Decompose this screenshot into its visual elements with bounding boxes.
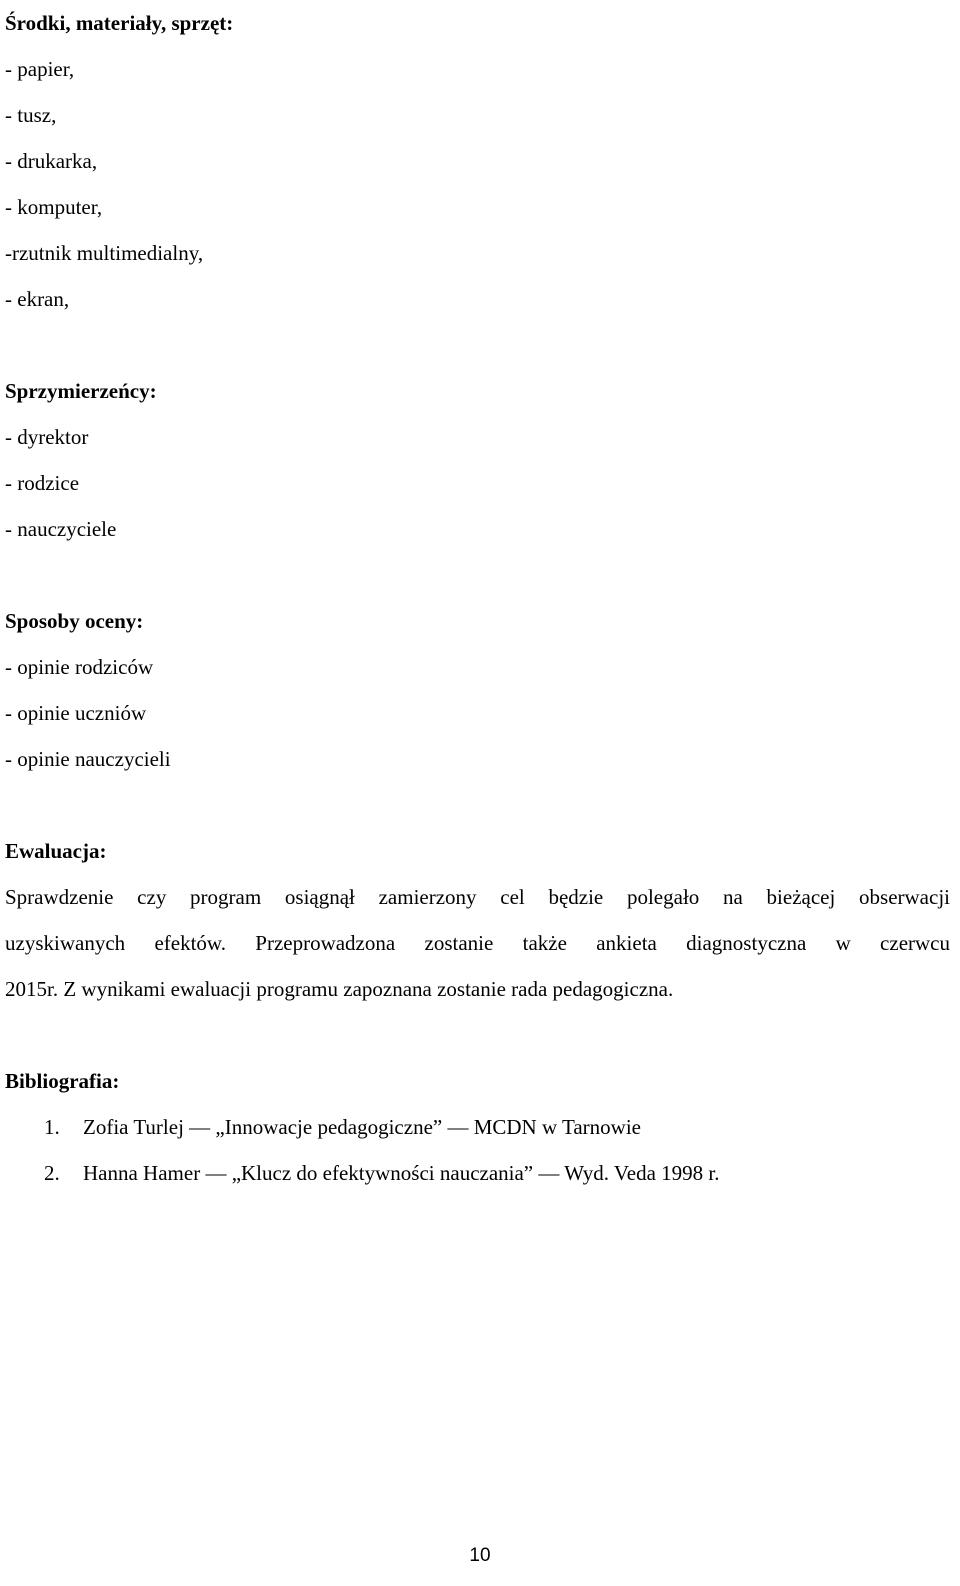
assessment-item: - opinie rodziców [5, 655, 154, 679]
bibliography-text: Hanna Hamer — „Klucz do efektywności nauczania” — Wyd. Veda 1998 r. [83, 1161, 720, 1185]
bibliography-entry [5, 1150, 955, 1196]
bibliography-number: 2. [44, 1161, 60, 1185]
resources-item: - papier, [5, 57, 75, 81]
section-spacer [5, 782, 955, 828]
assessment-item: - opinie nauczycieli [5, 747, 171, 771]
allies-item: - rodzice [5, 471, 80, 495]
evaluation-section [5, 828, 955, 1012]
evaluation-heading: Ewaluacja: [5, 839, 107, 863]
resources-item: - ekran, [5, 287, 70, 311]
section-spacer [5, 322, 955, 368]
allies-section [5, 368, 955, 552]
resources-section [5, 0, 955, 322]
bibliography-section [5, 1058, 955, 1196]
evaluation-text: uzyskiwanych efektów. Przeprowadzona zostanie także ankieta diagnostyczna w czerwcu [5, 931, 950, 955]
bibliography-number: 1. [44, 1115, 60, 1139]
assessment-section [5, 598, 955, 782]
assessment-item: - opinie uczniów [5, 701, 147, 725]
evaluation-paragraph-line: 2015r. Z wynikami ewaluacji programu zapoznana zostanie rada pedagogiczna. [5, 977, 674, 1001]
evaluation-paragraph-line [5, 920, 955, 966]
resources-heading: Środki, materiały, sprzęt: [5, 11, 234, 35]
resources-item: -rzutnik multimedialny, [5, 241, 204, 265]
bibliography-text: Zofia Turlej — „Innowacje pedagogiczne” — MCDN w Tarnowie [83, 1115, 641, 1139]
resources-item: - komputer, [5, 195, 103, 219]
section-spacer [5, 552, 955, 598]
evaluation-paragraph-line [5, 874, 955, 920]
assessment-heading: Sposoby oceny: [5, 609, 144, 633]
allies-heading: Sprzymierzeńcy: [5, 379, 157, 403]
bibliography-entry [5, 1104, 955, 1150]
section-spacer [5, 1012, 955, 1058]
resources-item: - drukarka, [5, 149, 98, 173]
page-number: 10 [469, 1545, 491, 1566]
allies-item: - dyrektor [5, 425, 89, 449]
bibliography-list [5, 1104, 955, 1196]
evaluation-text: Sprawdzenie czy program osiągnął zamierzony cel będzie polegało na bieżącej obserwacji [5, 885, 950, 909]
resources-item: - tusz, [5, 103, 57, 127]
bibliography-heading: Bibliografia: [5, 1069, 120, 1093]
document-page [5, 0, 955, 1196]
allies-item: - nauczyciele [5, 517, 117, 541]
